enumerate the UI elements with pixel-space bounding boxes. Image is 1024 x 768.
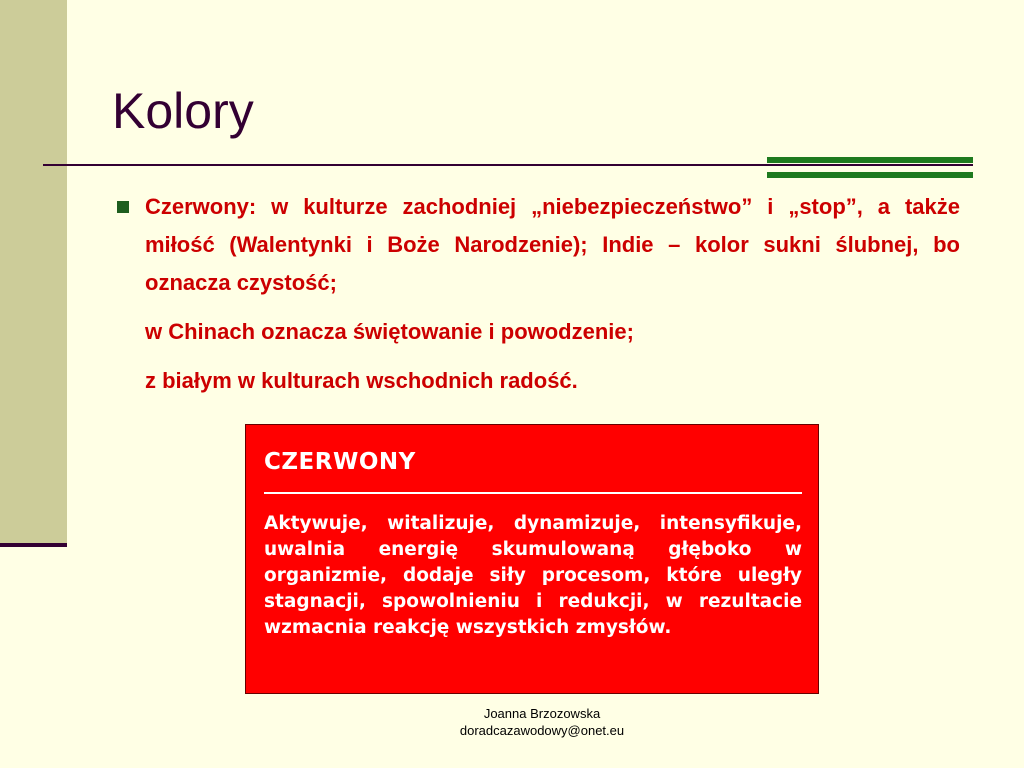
bullet-paragraph-2: w Chinach oznacza świętowanie i powodzenie;	[145, 319, 634, 344]
bullet-paragraph-3: z białym w kulturach wschodnich radość.	[145, 368, 578, 393]
footer-author: Joanna Brzozowska	[483, 706, 601, 721]
green-accent-bar-bottom	[767, 172, 973, 178]
image-heading: CZERWONY	[264, 449, 416, 475]
image-description: Aktywuje, witalizuje, dynamizuje, intensyfikuje, uwalnia energię skumulowaną głęboko w organizmie, dodaje siły procesom, które uległy stagnacji, spowolnieniu i redukcji, w rezultacie wzmacnia reakcję wszystkich zmysłów.	[264, 513, 802, 638]
slide-title: Kolory	[112, 83, 254, 139]
footer-email: doradcazawodowy@onet.eu	[459, 723, 625, 738]
bullet-content	[145, 188, 960, 400]
green-accent-bar-top	[767, 157, 973, 163]
image-heading-rule	[264, 492, 802, 494]
left-decorative-strip	[0, 0, 67, 545]
bullet-paragraph-1: Czerwony: w kulturze zachodniej „niebezpieczeństwo” i „stop”, a także miłość (Walentynki i Boże Narodzenie); Indie – kolor sukni ślubnej, bo oznacza czystość;	[145, 194, 960, 295]
slide-footer	[412, 705, 672, 739]
square-bullet-icon	[117, 201, 129, 213]
red-color-image	[245, 424, 819, 694]
title-underline	[43, 164, 973, 166]
left-strip-divider	[0, 543, 67, 547]
